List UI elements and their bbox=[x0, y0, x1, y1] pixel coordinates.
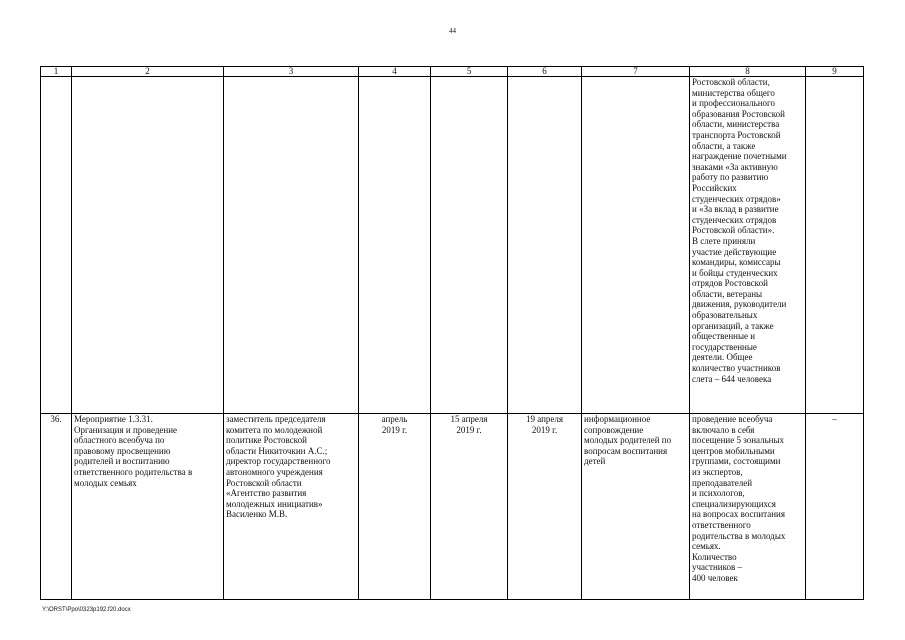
table-cell bbox=[508, 77, 582, 414]
report-table bbox=[40, 66, 864, 600]
header-cell: 1 bbox=[41, 67, 72, 77]
result-cell: проведение всеобуча включало в себя посещение 5 зональных центров мобильными группами, состоящими из экспертов, преподавателей и психологов, специализирующихся на вопросах воспитания ответственного родительства в молодых семьях. Количество участников – 400 человек bbox=[690, 414, 806, 600]
table-cell bbox=[224, 77, 359, 414]
table-row bbox=[41, 414, 864, 600]
planned-date-cell: апрель 2019 г. bbox=[359, 414, 431, 600]
page-number: 44 bbox=[449, 27, 456, 35]
header-cell: 9 bbox=[806, 67, 864, 77]
row-number-cell: 36. bbox=[41, 414, 72, 600]
header-cell: 2 bbox=[72, 67, 224, 77]
header-row bbox=[41, 67, 864, 77]
header-cell: 3 bbox=[224, 67, 359, 77]
notes-cell: – bbox=[806, 414, 864, 600]
table-cell bbox=[582, 77, 690, 414]
expected-result-cell: информационное сопровождение молодых родителей по вопросам воспитания детей bbox=[582, 414, 690, 600]
table-cell bbox=[359, 77, 431, 414]
table-cell bbox=[72, 77, 224, 414]
header-cell: 8 bbox=[690, 67, 806, 77]
end-date-cell: 19 апреля 2019 г. bbox=[508, 414, 582, 600]
table-cell bbox=[41, 77, 72, 414]
table-row bbox=[41, 77, 864, 414]
result-cell: Ростовской области, министерства общего и профессионального образования Ростовской области, министерства транспорта Ростовской области, а также награждение почетными знаками «За активную работу по развитию Российских студенческих отрядов» и «За вклад в развитие студенческих отрядов Ростовской области». В слете приняли участие действующие командиры, комиссары и бойцы студенческих отрядов Ростовской области, ветераны движения, руководители образовательных организаций, а также общественные и государственные деятели. Общее количество участников слета – 644 человека bbox=[690, 77, 806, 414]
start-date-cell: 15 апреля 2019 г. bbox=[431, 414, 508, 600]
table-cell bbox=[806, 77, 864, 414]
file-path-footer: Y:\ORST\Ppo\0323p192.f20.docx bbox=[42, 607, 131, 613]
table-cell bbox=[431, 77, 508, 414]
header-cell: 6 bbox=[508, 67, 582, 77]
event-name-cell: Мероприятие 1.3.31. Организация и проведение областного всеобуча по правовому просвещению родителей и воспитанию ответственного родительства в молодых семьях bbox=[72, 414, 224, 600]
header-cell: 7 bbox=[582, 67, 690, 77]
header-cell: 5 bbox=[431, 67, 508, 77]
header-cell: 4 bbox=[359, 67, 431, 77]
responsible-cell: заместитель председателя комитета по молодежной политике Ростовской области Никиточкин А.С.; директор государственного автономного учреждения Ростовской области «Агентство развития молодежных инициатив» Василенко М.В. bbox=[224, 414, 359, 600]
